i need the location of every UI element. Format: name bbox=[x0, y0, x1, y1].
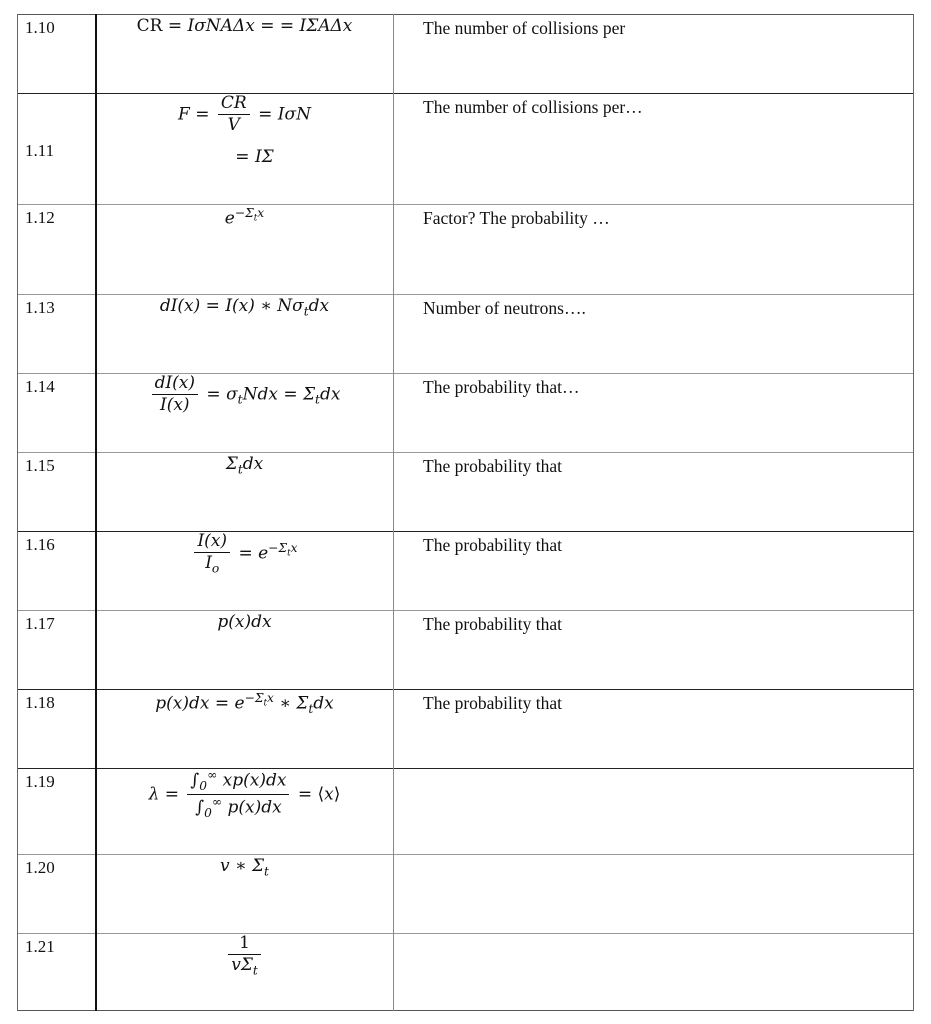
description-cell: The probability that bbox=[423, 456, 562, 476]
description-cell bbox=[393, 933, 914, 1011]
equation-cell: dI(x) = I(x) ∗ $N\sigma_tdx$ bbox=[159, 296, 330, 319]
description-cell: The probability that bbox=[423, 693, 562, 713]
equation-number: 1.20 bbox=[25, 858, 55, 877]
equation-cell: CR = IσNAΔx = = IΣAΔx bbox=[136, 16, 353, 36]
table-row bbox=[17, 204, 914, 294]
table-row bbox=[17, 93, 914, 204]
equation-cell: $\Sigma_tdx$ bbox=[225, 454, 264, 477]
equation-number: 1.13 bbox=[25, 298, 55, 317]
table-row bbox=[17, 452, 914, 531]
description-cell bbox=[393, 768, 914, 854]
table-border-left bbox=[17, 14, 18, 1011]
row-divider bbox=[17, 373, 914, 374]
table-row bbox=[17, 689, 914, 768]
table-row bbox=[17, 14, 914, 93]
row-divider bbox=[17, 204, 914, 205]
equation-number: 1.15 bbox=[25, 456, 55, 475]
table-row bbox=[17, 373, 914, 452]
row-divider bbox=[17, 531, 914, 532]
table-row bbox=[17, 933, 914, 1011]
table-row bbox=[17, 854, 914, 933]
table-row bbox=[17, 610, 914, 689]
description-cell: The number of collisions per bbox=[423, 18, 626, 38]
equation-number: 1.21 bbox=[25, 937, 55, 956]
equation-cell: $p(x)dx = e^{-\Sigma_tx}$ ∗ $\Sigma_tdx$ bbox=[155, 691, 334, 717]
equation-cell: λ = $\frac{\int_0^\infty xp(x)dx}{\int_0^\infty p(x)dx}$ = ⟨x⟩ bbox=[148, 768, 341, 821]
row-divider bbox=[17, 452, 914, 453]
description-cell: Number of neutrons…. bbox=[423, 298, 586, 318]
equation-number: 1.11 bbox=[25, 141, 55, 160]
column-divider bbox=[393, 14, 394, 1011]
equation-number: 1.16 bbox=[25, 535, 55, 554]
column-divider bbox=[95, 14, 97, 1011]
row-divider bbox=[17, 93, 914, 94]
equation-cell: p(x)dx bbox=[217, 612, 272, 632]
table-row bbox=[17, 294, 914, 373]
equation-cell: F = $\frac{CR}{V}$ = IσN = IΣ bbox=[178, 93, 311, 167]
table-row bbox=[17, 768, 914, 854]
row-divider bbox=[17, 933, 914, 934]
table-border-bottom bbox=[17, 1010, 914, 1011]
row-divider bbox=[17, 854, 914, 855]
row-divider bbox=[17, 610, 914, 611]
equation-cell: $\frac{1}{v\Sigma_t}$ bbox=[96, 933, 393, 1011]
equation-cell: $e^{-\Sigma_tx}$ bbox=[224, 206, 265, 229]
description-cell: The probability that bbox=[423, 535, 562, 555]
description-cell: The number of collisions per… bbox=[423, 97, 643, 117]
row-divider bbox=[17, 294, 914, 295]
description-cell: The probability that bbox=[423, 614, 562, 634]
table-border-top bbox=[17, 14, 914, 15]
equation-cell: $\frac{I(x)}{I_o}$ = $e^{-\Sigma_tx}$ bbox=[96, 531, 393, 610]
equation-number: 1.19 bbox=[25, 772, 55, 791]
equation-table bbox=[17, 14, 914, 1011]
equation-cell: $\frac{dI(x)}{I(x)}$ = $\sigma_tNdx = \Sigma_tdx$ bbox=[96, 373, 393, 452]
row-divider bbox=[17, 768, 914, 769]
equation-cell: v ∗ $\Sigma_t$ bbox=[220, 856, 269, 879]
equation-number: 1.14 bbox=[25, 377, 55, 396]
equation-number: 1.12 bbox=[25, 208, 55, 227]
table-border-right bbox=[913, 14, 914, 1011]
description-cell bbox=[393, 854, 914, 933]
description-cell: Factor? The probability … bbox=[423, 208, 610, 228]
row-divider bbox=[17, 689, 914, 690]
table-row bbox=[17, 531, 914, 610]
equation-number: 1.17 bbox=[25, 614, 55, 633]
description-cell: The probability that… bbox=[423, 377, 580, 397]
equation-number: 1.10 bbox=[25, 18, 55, 37]
equation-number: 1.18 bbox=[25, 693, 55, 712]
